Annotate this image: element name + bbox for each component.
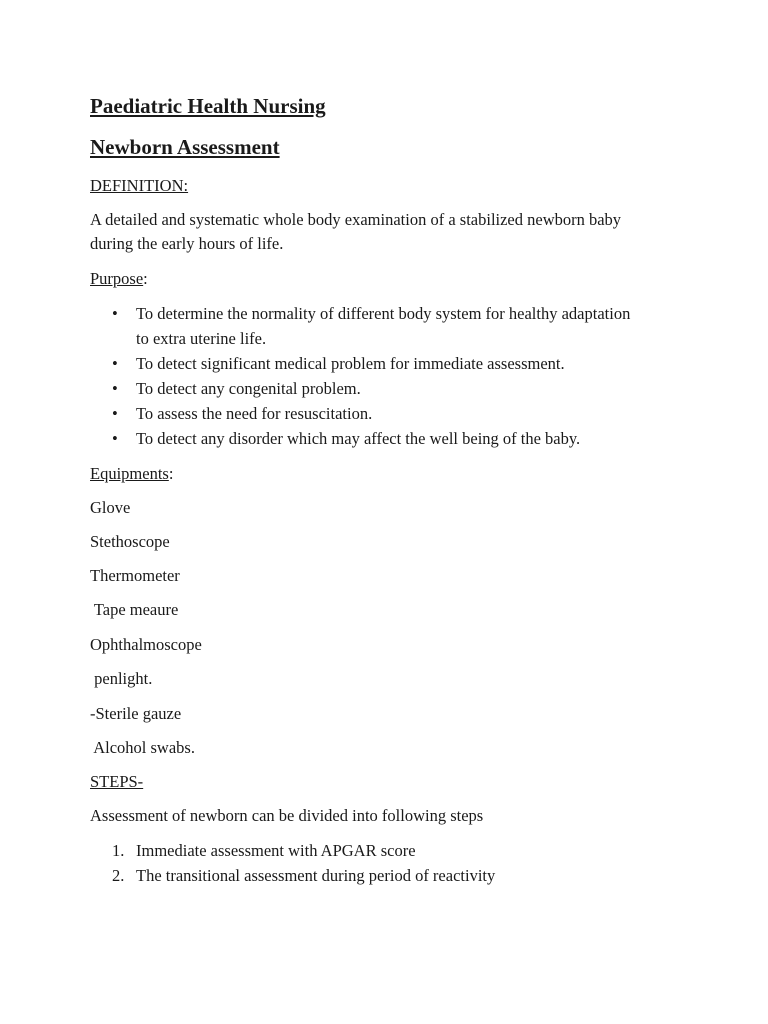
purpose-heading-colon: : xyxy=(143,269,148,288)
step-text: Immediate assessment with APGAR score xyxy=(136,841,416,860)
list-item xyxy=(0,863,768,888)
list-item xyxy=(0,351,768,376)
bullet-icon: • xyxy=(112,379,118,398)
list-item xyxy=(0,838,768,863)
bullet-icon: • xyxy=(112,304,118,323)
steps-heading: STEPS- xyxy=(90,772,144,791)
document-subtitle: Newborn Assessment xyxy=(90,135,280,159)
bullet-icon: • xyxy=(112,404,118,423)
purpose-item-line-1: To determine the normality of different body system for healthy adaptation xyxy=(136,304,631,323)
list-item xyxy=(0,426,768,451)
equipment-item: Glove xyxy=(90,498,131,517)
equipments-heading xyxy=(90,462,173,486)
definition-text-line-2: during the early hours of life. xyxy=(90,234,284,253)
equipment-item: penlight. xyxy=(90,669,153,688)
equipments-heading-colon: : xyxy=(168,464,174,483)
bullet-icon: • xyxy=(112,354,118,373)
step-number: 2. xyxy=(112,866,125,885)
document-title: Paediatric Health Nursing xyxy=(90,94,326,118)
purpose-item-line-2: to extra uterine life. xyxy=(136,329,267,348)
equipment-item: Tape meaure xyxy=(90,600,179,619)
step-number: 1. xyxy=(112,841,125,860)
purpose-heading xyxy=(90,267,148,291)
step-text: The transitional assessment during period of reactivity xyxy=(136,866,496,885)
definition-heading: DEFINITION: xyxy=(90,176,189,195)
purpose-heading-label: Purpose xyxy=(90,269,144,288)
steps-intro: Assessment of newborn can be divided into following steps xyxy=(90,806,484,825)
list-item xyxy=(0,401,768,426)
purpose-item-text: To detect significant medical problem for immediate assessment. xyxy=(136,354,565,373)
equipment-item: -Sterile gauze xyxy=(90,704,182,723)
definition-text-line-1: A detailed and systematic whole body examination of a stabilized newborn baby xyxy=(90,210,622,229)
purpose-item-text: To detect any congenital problem. xyxy=(136,379,361,398)
purpose-item-text: To assess the need for resuscitation. xyxy=(136,404,373,423)
list-item xyxy=(0,376,768,401)
purpose-list xyxy=(0,301,768,451)
equipment-item: Thermometer xyxy=(90,566,180,585)
bullet-icon: • xyxy=(112,429,118,448)
equipments-heading-label: Equipments xyxy=(90,464,169,483)
equipment-item: Ophthalmoscope xyxy=(90,635,202,654)
purpose-item-text: To detect any disorder which may affect the well being of the baby. xyxy=(136,429,581,448)
list-item xyxy=(0,301,768,351)
equipment-item: Alcohol swabs. xyxy=(90,738,195,757)
equipment-item: Stethoscope xyxy=(90,532,170,551)
steps-list xyxy=(0,838,768,888)
